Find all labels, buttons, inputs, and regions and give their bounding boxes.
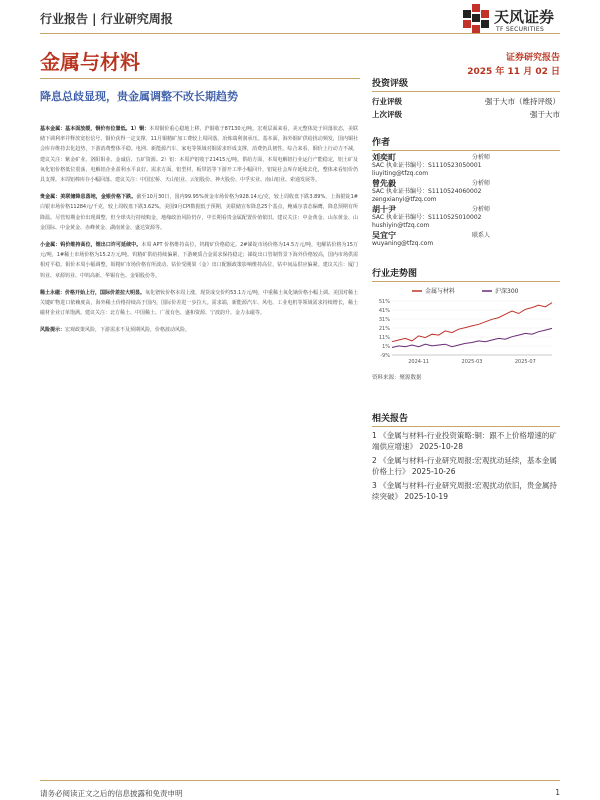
paragraph-text: 氧化镨钕价格本周上涨，现货成交价约53.1万元/吨，中重稀土氧化镝价格小幅上调。美国对稀土关键矿物进口依赖度高，海外稀土价格持续高于国内，国际价差进一步拉大。需求端，新能源汽车、风电、工业电机等领域需求持续增长，稀土磁材企业订单饱满。建议关注：北方稀土、中国稀土、广晟有色、盛和资源、宁波韵升、金力永磁等。: [40, 289, 358, 317]
page-title: 金属与材料: [40, 50, 140, 74]
author-email[interactable]: wuyaning@tfzq.com: [372, 240, 434, 247]
author-email[interactable]: zengxianyi@tfzq.com: [372, 196, 437, 203]
paragraph: [40, 325, 358, 335]
author-role: 分析师: [471, 154, 490, 161]
y-tick-label: 1%: [382, 344, 390, 350]
legend-label: 金属与材料: [425, 288, 456, 295]
paragraph-lead: 稀土永磁：价格开始上行，国际价差拉大明显。: [40, 289, 146, 296]
rating-value: 强于大市: [530, 110, 560, 119]
title-divider: [40, 78, 360, 79]
report-body: [40, 124, 358, 343]
author-name: 刘奕町: [372, 153, 396, 162]
rating-row: [372, 95, 560, 108]
footer-disclaimer: 请务必阅读正文之后的信息披露和免责申明: [40, 789, 183, 798]
paragraph-lead: 风险提示：: [40, 327, 66, 334]
sidebar: [372, 76, 560, 505]
chart-source: 资料来源：聚源数据: [372, 375, 422, 381]
author-cert: SAC 执业证书编号：S1110524060002: [372, 188, 482, 195]
x-tick-label: 2025-03: [461, 359, 483, 365]
report-date: 2025 年 11 月 02 日: [467, 67, 560, 77]
trend-chart: [372, 285, 560, 365]
related-item[interactable]: 3 《金属与材料-行业研究周报:宏观扰动依旧，贵金属持续突破》 2025-10-19: [372, 481, 557, 501]
rating-label: 行业评级: [372, 97, 402, 106]
y-tick-label: 11%: [378, 335, 390, 341]
paragraph-text: 本周 APT 价格维持高位，钨精矿价格稳定。2#锑锭市场价格为14.5万元/吨，电解钴价格为15万元/吨，1#稀土市场价格为15.2万元/吨。钨精矿供给持续偏紧，下游硬质合金需求保持稳定；锑锭出口管制背景下海外价格较高，国内市场供需相对平稳。钼价本周小幅调整，钼精矿市场价格有所波动。钴价受刚果（金）出口配额政策影响维持高位，钴中间品供应偏紧。建议关注：厦门钨业、章源钨业、中钨高新、华锡有色、金钼股份等。: [40, 242, 358, 279]
rating-label: 上次评级: [372, 110, 402, 119]
related-list: [372, 430, 560, 502]
author-cert: SAC 执业证书编号：S1110525010002: [372, 214, 482, 221]
paragraph: [40, 192, 358, 233]
chart-title: 行业走势图: [372, 266, 560, 282]
y-tick-label: -9%: [380, 353, 390, 359]
series-line: [392, 303, 552, 342]
y-tick-label: 21%: [378, 326, 390, 332]
paragraph: [40, 124, 358, 185]
y-tick-label: 41%: [378, 308, 390, 314]
author: [372, 180, 560, 204]
logo-text-cn: 天风证券: [494, 8, 555, 26]
rating-value: 强于大市（维持评级）: [485, 97, 560, 106]
author-role: 分析师: [471, 206, 490, 213]
paragraph-lead: 基本金属：基本面放缓，铜价有位置低。1）铜：: [40, 126, 150, 132]
header-divider: [40, 33, 560, 34]
author: [372, 154, 560, 178]
report-type: 证券研究报告: [505, 53, 560, 63]
related-item[interactable]: 2 《金属与材料-行业研究周报:宏观扰动延续，基本金属价格上行》 2025-10-26: [372, 456, 557, 476]
author-name: 曾先毅: [372, 179, 396, 188]
paragraph-lead: 贵金属：美联储降息落地，金银价格下跌。: [40, 194, 137, 201]
paragraph-text: 本周铜价重心稳地上移，沪铜收于87130元/吨。宏观层面来看，美元整体处于回落状态，美联储下调利率并释放宽松信号，铜价获得一定支撑。11月铜精矿加工费较上周回落，冶炼端利润承压。基本面，海外铜矿供给扰动频发，国内铜社会库存维持去化趋势，下游消费整体平稳。电网、新能源汽车、家电等领域对铜需求形成支撑，消费仍具韧性。综合来看，铜价上行动力不减，建议关注：紫金矿业、洛阳钼业、金诚信、五矿资源。2）铝：本周沪铝收于21415元/吨。供给方面，本周电解铝行业运行产能稳定，铝土矿及氧化铝价格低位震荡，电解铝企业盈利水平良好。需求方面，铝型材、板带箔等下游开工率小幅回升，铝锭社会库存延续去化，整体来看铝价仍具支撑。本周铝棒库存小幅回落。建议关注：中国宏桥、天山铝业、云铝股份、神火股份、中孚实业、南山铝业、索通发展等。: [40, 126, 358, 184]
rating-row: [372, 108, 560, 121]
x-tick-label: 2024-11: [408, 359, 430, 365]
legend-label: 沪深300: [495, 288, 519, 295]
author-email[interactable]: hushiyin@tfzq.com: [372, 222, 430, 229]
author-name: 胡十尹: [372, 205, 396, 214]
report-subtitle: 降息总歧显现，贵金属调整不改长期趋势: [40, 90, 238, 103]
author-cert: SAC 执业证书编号：S1110523050001: [372, 162, 482, 169]
page-number: 1: [555, 788, 560, 797]
paragraph-text: 宏观政策风险，下游需求不及预期风险，价格波动风险。: [65, 327, 191, 334]
header-category: 行业报告 | 行业研究周报: [40, 12, 173, 26]
paragraph-text: 截至10月30日，国内99.95%黄金市场价格为928.14元/克，较上周收盘下跌3.89%，上海银锭1#白银市场价格11284元/千克，较上周收盘下跌3.62%。美国9月CPI数据低于预期，美联储宣布降息25个基点，鲍威尔表态偏鹰，降息预期有所降温。尽管短期金价出现调整，但全球央行持续购金，地缘政治风险仍存，中长期看贵金属配置价值依旧。建议关注：中金黄金、山东黄金、山金国际、中金黄金、赤峰黄金、湖南黄金、盛达资源等。: [40, 194, 358, 231]
rating-title: 投资评级: [372, 76, 560, 92]
author-role: 分析师: [471, 180, 490, 187]
author: [372, 232, 560, 248]
y-tick-label: 51%: [378, 299, 390, 305]
author-name: 吴宜宁: [372, 231, 396, 240]
y-tick-label: 31%: [378, 317, 390, 323]
paragraph: [40, 240, 358, 281]
logo-text-en: TF SECURITIES: [496, 26, 545, 33]
author-email[interactable]: liuyiting@tfzq.com: [372, 170, 429, 177]
authors-title: 作者: [372, 135, 560, 151]
related-title: 相关报告: [372, 411, 560, 427]
author-role: 联系人: [471, 232, 490, 239]
x-tick-label: 2025-07: [514, 359, 536, 365]
paragraph: [40, 288, 358, 319]
paragraph-lead: 小金属：钨价维持高位，锂出口许可延续中。: [40, 242, 142, 249]
logo-mark-icon: [462, 4, 490, 34]
related-item[interactable]: 1 《金属与材料-行业投资策略:铜：跟不上价格增速的矿端供应增速》 2025-10-28: [372, 431, 557, 451]
footer-divider: [40, 780, 560, 781]
author: [372, 206, 560, 230]
